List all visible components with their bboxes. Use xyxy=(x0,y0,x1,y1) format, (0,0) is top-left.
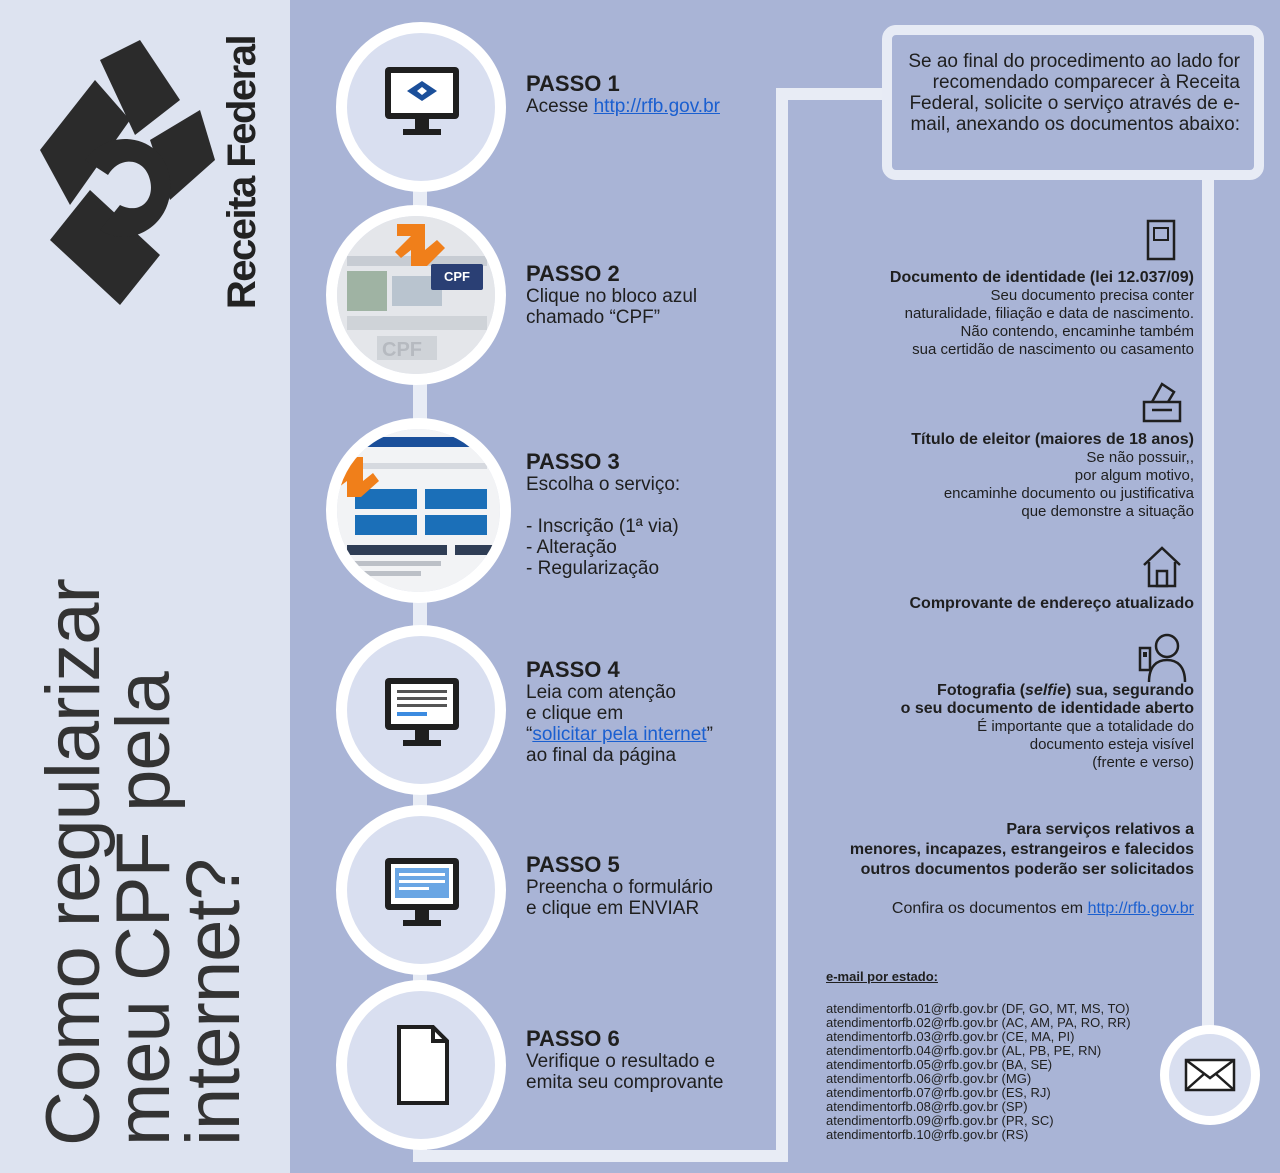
document-selfie-title xyxy=(901,682,1194,700)
confira-text: Confira os documentos em xyxy=(891,900,1088,917)
step-3-option-2: - Alteração xyxy=(526,537,617,558)
document-voter xyxy=(911,431,1194,521)
headline-line-3: internet? xyxy=(171,859,256,1146)
step-6-line-2: emita seu comprovante xyxy=(526,1072,724,1093)
mail-circle xyxy=(1160,1025,1260,1125)
step-1 xyxy=(526,72,720,117)
email-item[interactable]: atendimentorfb.07@rfb.gov.br (ES, RJ) xyxy=(826,1085,1051,1100)
step-3 xyxy=(526,450,680,579)
document-identity-line: sua certidão de nascimento ou casamento xyxy=(912,341,1194,358)
cpf-badge: CPF xyxy=(431,264,483,290)
email-item[interactable]: atendimentorfb.02@rfb.gov.br (AC, AM, PA, RO, RR) xyxy=(826,1015,1131,1030)
email-item[interactable]: atendimentorfb.08@rfb.gov.br (SP) xyxy=(826,1099,1028,1114)
envelope-icon xyxy=(1169,1034,1251,1116)
step-5 xyxy=(526,853,713,919)
email-item[interactable]: atendimentorfb.10@rfb.gov.br (RS) xyxy=(826,1127,1029,1142)
step-3-circle xyxy=(326,418,511,603)
step-4-line-1: Leia com atenção xyxy=(526,682,676,703)
step-2-title: PASSO 2 xyxy=(526,261,620,286)
selfie-icon xyxy=(1137,630,1187,684)
document-selfie xyxy=(901,682,1194,772)
step-6-circle xyxy=(336,980,506,1150)
step-4-title: PASSO 4 xyxy=(526,657,620,682)
headline-line-2: meu CPF pela xyxy=(101,672,186,1146)
document-voter-line: por algum motivo, xyxy=(1074,467,1194,484)
email-item[interactable]: atendimentorfb.09@rfb.gov.br (PR, SC) xyxy=(826,1113,1054,1128)
house-icon xyxy=(1141,545,1183,589)
quote-open: “ xyxy=(526,724,533,745)
service-menu-screenshot-image xyxy=(337,429,500,592)
document-identity-line: naturalidade, filiação e data de nascimento. xyxy=(904,305,1194,322)
step-5-circle xyxy=(336,805,506,975)
step-3-title: PASSO 3 xyxy=(526,449,620,474)
step-5-line-2: e clique em ENVIAR xyxy=(526,898,700,919)
monitor-rfb-icon xyxy=(347,33,495,181)
step-2 xyxy=(526,262,697,328)
solicitar-link[interactable]: solicitar pela internet xyxy=(532,724,707,745)
step-2-line-2: chamado “CPF” xyxy=(526,307,661,328)
selfie-title-part: ) sua, segurando xyxy=(1065,682,1194,699)
id-card-icon xyxy=(1145,218,1177,262)
document-icon xyxy=(347,991,495,1139)
step-6-title: PASSO 6 xyxy=(526,1026,620,1051)
website-screenshot-image xyxy=(337,216,495,374)
email-item[interactable]: atendimentorfb.06@rfb.gov.br (MG) xyxy=(826,1071,1032,1086)
left-panel xyxy=(0,0,290,1173)
document-selfie-line: (frente e verso) xyxy=(1092,754,1194,771)
ballot-box-icon xyxy=(1140,378,1184,424)
special-line-3: outros documentos poderão ser solicitados xyxy=(860,861,1194,878)
right-vertical-line xyxy=(1202,178,1214,1038)
special-services xyxy=(850,820,1194,918)
email-item[interactable]: atendimentorfb.01@rfb.gov.br (DF, GO, MT, MS, TO) xyxy=(826,1001,1130,1016)
step-3-option-3: - Regularização xyxy=(526,558,660,579)
document-identity-line: Seu documento precisa conter xyxy=(990,287,1194,304)
monitor-form-icon xyxy=(347,816,495,964)
timeline-bottom-line xyxy=(413,1150,788,1162)
document-identity-line: Não contendo, encaminhe também xyxy=(960,323,1194,340)
quote-close: ” xyxy=(706,724,713,745)
document-voter-line: encaminhe documento ou justificativa xyxy=(943,485,1194,502)
email-list-title: e-mail por estado: xyxy=(826,969,938,984)
special-line-1: Para serviços relativos a xyxy=(1006,821,1194,838)
email-item[interactable]: atendimentorfb.04@rfb.gov.br (AL, PB, PE, RN) xyxy=(826,1043,1102,1058)
document-voter-line: Se não possuir,, xyxy=(1086,449,1194,466)
step-3-line-1: Escolha o serviço: xyxy=(526,474,681,495)
headline xyxy=(0,540,290,1160)
document-selfie-line: É importante que a totalidade do xyxy=(977,718,1194,735)
step-3-option-1: - Inscrição (1ª via) xyxy=(526,516,679,537)
email-list xyxy=(826,970,1131,1142)
info-box xyxy=(882,25,1264,180)
monitor-document-icon xyxy=(347,636,495,784)
step-2-circle xyxy=(326,205,506,385)
svg-text:CPF: CPF xyxy=(382,339,422,361)
document-identity-title: Documento de identidade (lei 12.037/09) xyxy=(889,269,1194,286)
selfie-title-emphasis: selfie xyxy=(1025,682,1066,699)
document-voter-line: que demonstre a situação xyxy=(1021,503,1194,520)
brand-wordmark xyxy=(188,35,298,310)
step-6 xyxy=(526,1027,724,1093)
step-1-circle xyxy=(336,22,506,192)
document-identity xyxy=(890,269,1194,359)
step-5-title: PASSO 5 xyxy=(526,852,620,877)
document-selfie-title-2: o seu documento de identidade aberto xyxy=(900,700,1194,717)
step-6-line-1: Verifique o resultado e xyxy=(526,1051,716,1072)
rfb-link-2[interactable]: http://rfb.gov.br xyxy=(1087,900,1194,917)
document-address xyxy=(909,595,1194,613)
connector-horizontal-line xyxy=(776,88,886,100)
info-box-text: Se ao final do procedimento ao lado for recomendado comparecer à Receita Federal, solicite o serviço através de e-mail, anexando os documentos abaixo: xyxy=(908,51,1240,135)
step-2-line-1: Clique no bloco azul xyxy=(526,286,698,307)
step-4-circle xyxy=(336,625,506,795)
email-item[interactable]: atendimentorfb.03@rfb.gov.br (CE, MA, PI) xyxy=(826,1029,1075,1044)
document-voter-title: Título de eleitor (maiores de 18 anos) xyxy=(911,431,1194,448)
document-selfie-line: documento esteja visível xyxy=(1029,736,1194,753)
document-address-title: Comprovante de endereço atualizado xyxy=(909,595,1194,612)
step-1-title: PASSO 1 xyxy=(526,71,620,96)
step-4-line-3: ao final da página xyxy=(526,745,677,766)
rfb-link[interactable]: http://rfb.gov.br xyxy=(593,96,720,117)
step-4 xyxy=(526,658,713,766)
selfie-title-part: Fotografia ( xyxy=(937,682,1026,699)
headline-line-1: Como regularizar xyxy=(31,579,116,1146)
brand-name: Receita Federal xyxy=(220,35,265,310)
step-5-line-1: Preencha o formulário xyxy=(526,877,713,898)
connector-vertical-line xyxy=(776,90,788,1162)
special-line-2: menores, incapazes, estrangeiros e falecidos xyxy=(849,841,1194,858)
step-1-text: Acesse xyxy=(526,96,594,117)
step-4-line-2: e clique em xyxy=(526,703,624,724)
email-item[interactable]: atendimentorfb.05@rfb.gov.br (BA, SE) xyxy=(826,1057,1053,1072)
